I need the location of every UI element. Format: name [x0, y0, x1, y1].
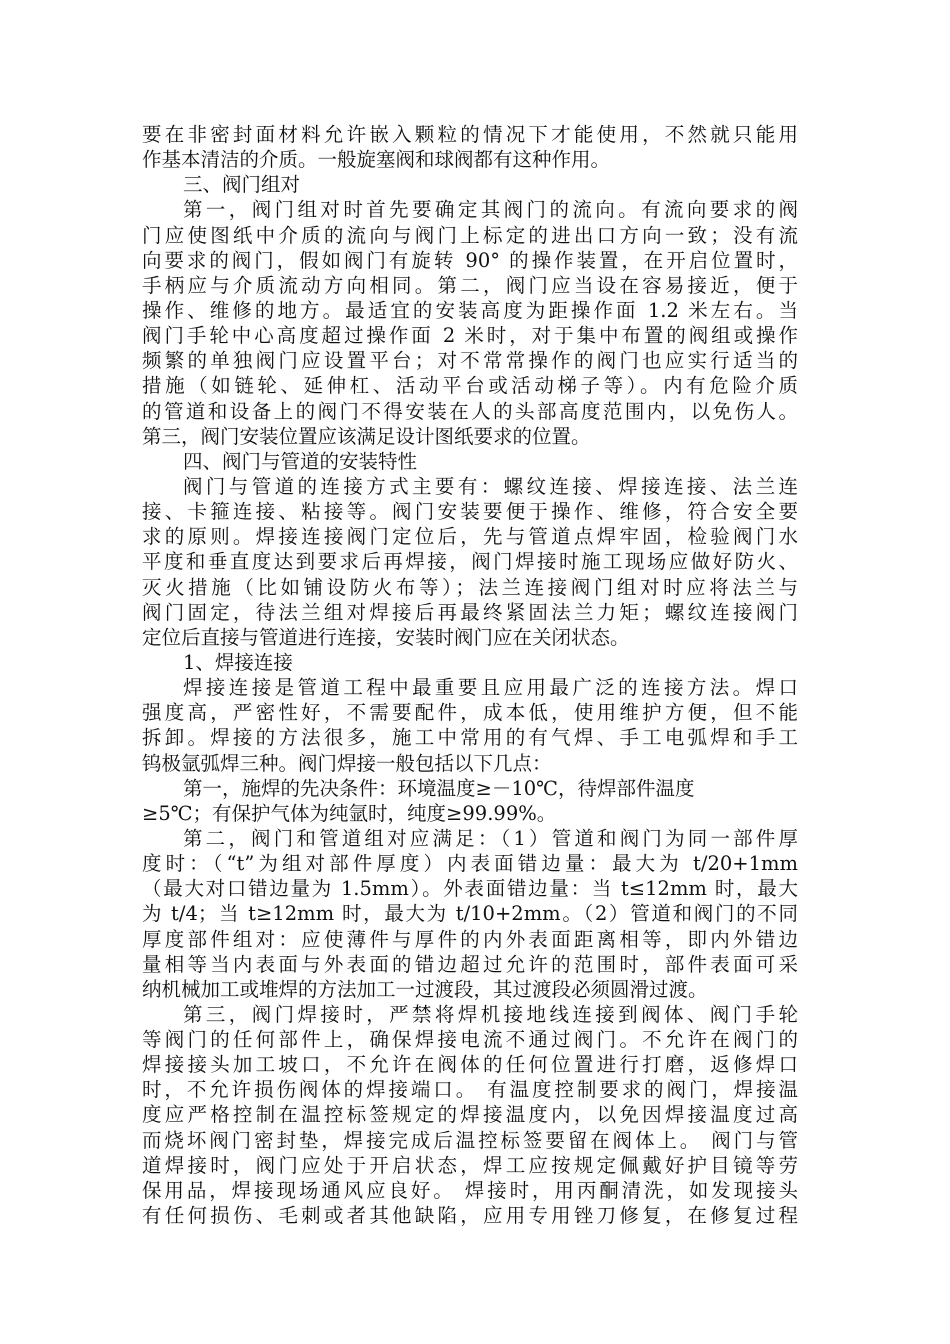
text-line: 纳机械加工或堆焊的方法加工一过渡段，其过渡段必须圆滑过渡。 [142, 977, 708, 1001]
text-line: 三、阀门组对 [183, 173, 301, 197]
text-line: 平度和垂直度达到要求后再焊接，阀门焊接时施工现场应做好防火、 [142, 550, 798, 574]
text-line: 为 t/4；当 t≥12mm 时，最大为 t/10+2mm。（2）管道和阀门的不同 [142, 902, 798, 926]
text-line: 强度高，严密性好，不需要配件，成本低，使用维护方便，但不能 [142, 701, 798, 725]
text-line: 而烧坏阀门密封垫，焊接完成后温控标签要留在阀体上。 阀门与管 [142, 1128, 798, 1152]
text-line: 等阀门的任何部件上，确保焊接电流不通过阀门。不允许在阀门的 [142, 1028, 798, 1052]
text-line: 四、阀门与管道的安装特性 [183, 449, 418, 473]
text-line: 拆卸。焊接的方法很多，施工中常用的有气焊、手工电弧焊和手工 [142, 726, 798, 750]
text-line: 第三，阀门焊接时，严禁将焊机接地线连接到阀体、阀门手轮 [183, 1002, 798, 1026]
text-line: 阀门与管道的连接方式主要有：螺纹连接、焊接连接、法兰连 [183, 474, 798, 498]
text-line: 灭火措施（比如铺设防火布等）；法兰连接阀门组对时应将法兰与 [142, 575, 798, 599]
text-line: 的管道和设备上的阀门不得安装在人的头部高度范围内，以免伤人。 [142, 399, 798, 423]
text-line: 阀门固定，待法兰组对焊接后再最终紧固法兰力矩；螺纹连接阀门 [142, 600, 798, 624]
document-page [142, 122, 798, 1228]
text-line: 度时：（“t”为组对部件厚度）内表面错边量：最大为 t/20+1mm [142, 852, 798, 876]
text-line: 1、焊接连接 [183, 650, 293, 674]
text-line: 有任何损伤、毛刺或者其他缺陷，应用专用锉刀修复，在修复过程 [142, 1204, 798, 1228]
text-line: （最大对口错边量为 1.5mm）。外表面错边量：当 t≤12mm 时，最大 [142, 877, 798, 901]
text-line: 求的原则。焊接连接阀门定位后，先与管道点焊牢固，检验阀门水 [142, 525, 798, 549]
text-line: 阀门手轮中心高度超过操作面 2 米时，对于集中布置的阀组或操作 [142, 324, 798, 348]
text-line: 道焊接时，阀门应处于开启状态，焊工应按规定佩戴好护目镜等劳 [142, 1153, 798, 1177]
text-line: 厚度部件组对：应使薄件与厚件的内外表面距离相等，即内外错边 [142, 927, 798, 951]
text-line: 时，不允许损伤阀体的焊接端口。 有温度控制要求的阀门，焊接温 [142, 1078, 798, 1102]
text-line: 要在非密封面材料允许嵌入颗粒的情况下才能使用，不然就只能用 [142, 123, 798, 146]
text-line: 第三，阀门安装位置应该满足设计图纸要求的位置。 [142, 424, 591, 448]
text-line: 频繁的单独阀门应设置平台；对不常常操作的阀门也应实行适当的 [142, 349, 798, 373]
text-line: 接、卡箍连接、粘接等。阀门安装要便于操作、维修，符合安全要 [142, 500, 798, 524]
text-line: 第一，施焊的先决条件：环境温度≥－10℃，待焊部件温度 [183, 776, 695, 800]
text-line: 钨极氩弧焊三种。阀门焊接一般包括以下几点： [142, 751, 552, 775]
text-line: 度应严格控制在温控标签规定的焊接温度内，以免因焊接温度过高 [142, 1103, 798, 1127]
text-line: 操作、维修的地方。最适宜的安装高度为距操作面 1.2 米左右。当 [142, 298, 798, 322]
text-line: 手柄应与介质流动方向相同。第二，阀门应当设在容易接近，便于 [142, 273, 798, 297]
text-line: 定位后直接与管道进行连接，安装时阀门应在关闭状态。 [142, 625, 630, 649]
text-line: 焊接连接是管道工程中最重要且应用最广泛的连接方法。焊口 [183, 676, 798, 700]
text-line: 措施（如链轮、延伸杠、活动平台或活动梯子等）。内有危险介质 [142, 374, 798, 398]
text-line: 第一，阀门组对时首先要确定其阀门的流向。有流向要求的阀 [183, 198, 798, 222]
text-line: ≥5℃；有保护气体为纯氩时，纯度≥99.99%。 [142, 801, 557, 825]
text-line: 门应使图纸中介质的流向与阀门上标定的进出口方向一致；没有流 [142, 223, 798, 247]
text-line: 焊接接头加工坡口，不允许在阀体的任何位置进行打磨，返修焊口 [142, 1053, 798, 1077]
text-line: 保用品，焊接现场通风应良好。 焊接时，用丙酮清洗，如发现接头 [142, 1178, 798, 1202]
text-line: 量相等当内表面与外表面的错边超过允许的范围时，部件表面可采 [142, 952, 798, 976]
text-line: 第二，阀门和管道组对应满足：（1）管道和阀门为同一部件厚 [183, 826, 798, 850]
text-line: 向要求的阀门，假如阀门有旋转 90° 的操作装置，在开启位置时， [142, 248, 798, 272]
text-line: 作基本清洁的介质。一般旋塞阀和球阀都有这种作用。 [142, 148, 611, 172]
